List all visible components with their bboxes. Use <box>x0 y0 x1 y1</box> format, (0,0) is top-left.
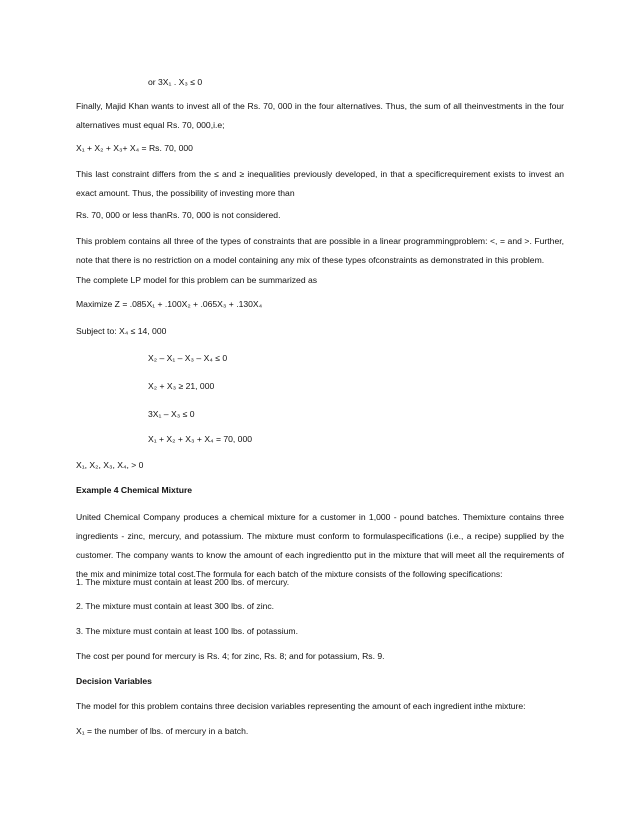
list-item-2: 2. The mixture must contain at least 300 lbs. of zinc. <box>76 601 275 611</box>
or-constraint: or 3X₁ . X₃ ≤ 0 <box>148 77 203 87</box>
example-heading: Example 4 Chemical Mixture <box>76 485 193 495</box>
rs-line: Rs. 70, 000 or less thanRs. 70, 000 is not considered. <box>76 210 281 220</box>
list-item-3: 3. The mixture must contain at least 100 lbs. of potassium. <box>76 626 298 636</box>
paragraph-finally: Finally, Majid Khan wants to invest all of the Rs. 70, 000 in the four alternatives. Thus, the sum of all theinvestments in the four alternatives must equal Rs. 70, 000,i.e; <box>76 101 564 130</box>
constraint-5: X₁ + X₂ + X₃ + X₄ = 70, 000 <box>148 434 253 444</box>
non-negativity: X₁, X₂, X₃, X₄, > 0 <box>76 460 144 470</box>
model-variables-line: The model for this problem contains three decision variables representing the amount of each ingredient inthe mixture: <box>76 701 526 711</box>
paragraph-last-constraint: This last constraint differs from the ≤ and ≥ inequalities previously developed, in that a specificrequirement exists to invest an exact amount. Thus, the possibility of investing more than <box>76 169 564 198</box>
sum-equation: X₁ + X₂ + X₃+ X₄ = Rs. 70, 000 <box>76 143 193 153</box>
cost-line: The cost per pound for mercury is Rs. 4; for zinc, Rs. 8; and for potassium, Rs. 9. <box>76 651 385 661</box>
list-item-1: 1. The mixture must contain at least 200 lbs. of mercury. <box>76 577 290 587</box>
constraint-3: X₂ + X₃ ≥ 21, 000 <box>148 381 215 391</box>
constraint-2: X₂ – X₁ – X₃ – X₄ ≤ 0 <box>148 353 228 363</box>
paragraph-problem-contains: This problem contains all three of the types of constraints that are possible in a linear programmingproblem: <, = and >. Further, note that there is no restriction on a model containing any mix of these types ofconstraints as demonstrated in this problem. <box>76 236 564 265</box>
constraint-4: 3X₁ – X₃ ≤ 0 <box>148 409 195 419</box>
decision-heading: Decision Variables <box>76 676 152 686</box>
x1-definition: X₁ = the number of lbs. of mercury in a batch. <box>76 726 249 736</box>
complete-lp-line: The complete LP model for this problem can be summarized as <box>76 275 318 285</box>
constraint-1: Subject to: X₄ ≤ 14, 000 <box>76 326 167 336</box>
objective-function: Maximize Z = .085X₁ + .100X₂ + .065X₃ + .130X₄ <box>76 299 263 309</box>
paragraph-united-chemical: United Chemical Company produces a chemical mixture for a customer in 1,000 - pound batches. Themixture contains three ingredients - zinc, mercury, and potassium. The mixture must conform to formulaspecifications (i.e., a recipe) supplied by the customer. The company wants to know the amount of each ingredientto put in the mixture that will meet all the requirements of the mix and minimize total cost.The formula for each batch of the mixture consists of the following specifications: <box>76 512 564 579</box>
